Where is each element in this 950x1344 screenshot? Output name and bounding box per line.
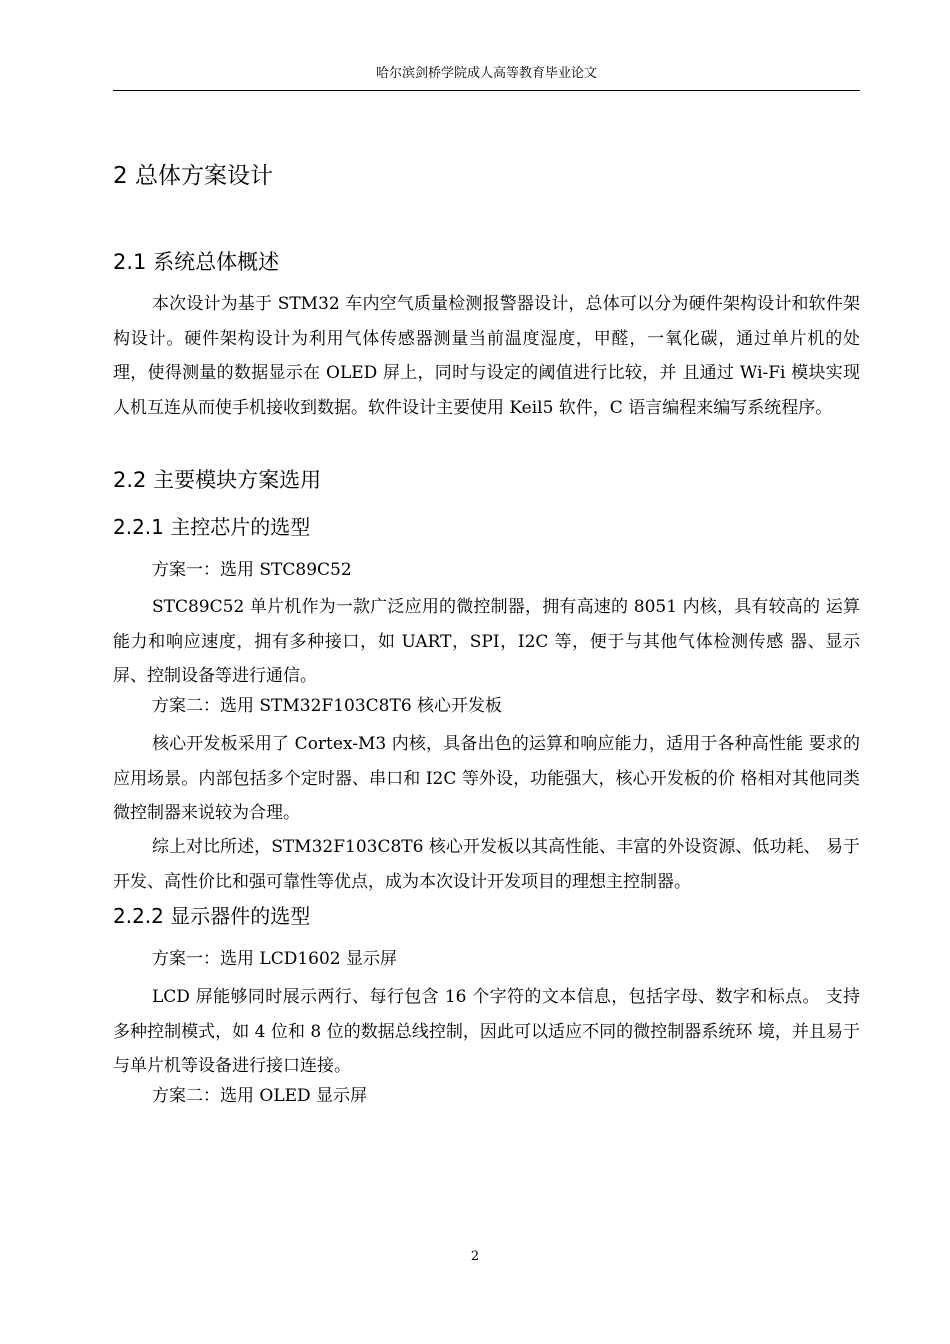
section-2-2-2-paragraph-1: LCD 屏能够同时展示两行、每行包含 16 个字符的文本信息，包括字母、数字和标点。 支持多种控制模式，如 4 位和 8 位的数据总线控制，因此可以适应不同的微控制器系统环 境，并且易于与单片机等设备进行接口连接。 — [113, 987, 860, 1076]
page-number: 2 — [470, 1249, 480, 1264]
section-2-2-title: 2.2 主要模块方案选用 — [113, 468, 322, 492]
section-2-1-paragraph: 本次设计为基于 STM32 车内空气质量检测报警器设计，总体可以分为硬件架构设计和软件架构设计。硬件架构设计为利用气体传感器测量当前温度湿度，甲醛，一氧化碳，通过单片机的处理，使得测量的数据显示在 OLED 屏上，同时与设定的阈值进行比较，并 且通过 Wi-Fi 模块实现人机互连从而使手机接收到数据。软件设计主要使用 Keil5 软件，C 语言编程来编写系统程序。 — [113, 294, 860, 418]
chapter-title: 2 总体方案设计 — [113, 163, 273, 189]
section-2-1-title: 2.1 系统总体概述 — [113, 250, 280, 274]
section-2-2-2-title: 2.2.2 显示器件的选型 — [113, 904, 311, 928]
page-header — [113, 62, 860, 91]
section-2-2-1-paragraph-2: 核心开发板采用了 Cortex-M3 内核，具备出色的运算和响应能力，适用于各种高性能 要求的应用场景。内部包括多个定时器、串口和 I2C 等外设，功能强大，核心开发板的价 格相对其他同类微控制器来说较为合理。 — [113, 734, 860, 823]
section-2-2-1-paragraph-1: STC89C52 单片机作为一款广泛应用的微控制器，拥有高速的 8051 内核，具有较高的 运算能力和响应速度，拥有多种接口，如 UART，SPI，I2C 等，便于与其他气体检测传感 器、显示屏、控制设备等进行通信。 — [113, 597, 860, 686]
section-2-2-1-title: 2.2.1 主控芯片的选型 — [113, 515, 311, 539]
section-2-2-2-option-1: 方案一：选用 LCD1602 显示屏 — [152, 949, 397, 969]
section-2-2-2-option-2: 方案二：选用 OLED 显示屏 — [152, 1086, 368, 1106]
section-2-2-1-paragraph-3: 综上对比所述，STM32F103C8T6 核心开发板以其高性能、丰富的外设资源、低功耗、 易于开发、高性价比和强可靠性等优点，成为本次设计开发项目的理想主控制器。 — [113, 837, 860, 892]
page-header-title: 哈尔滨剑桥学院成人高等教育毕业论文 — [375, 66, 597, 81]
section-2-2-1-option-2: 方案二：选用 STM32F103C8T6 核心开发板 — [152, 696, 503, 716]
section-2-2-1-option-1: 方案一：选用 STC89C52 — [152, 560, 352, 580]
